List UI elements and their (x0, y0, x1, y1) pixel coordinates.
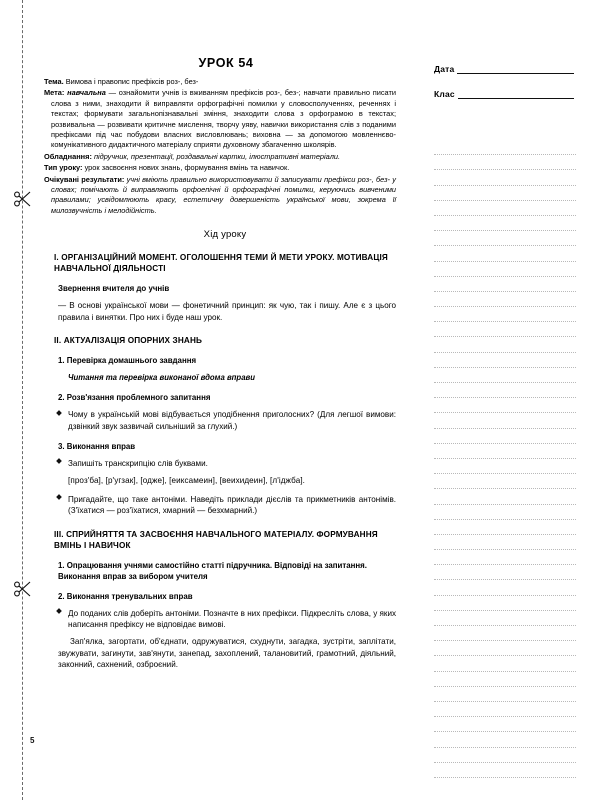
note-line[interactable] (434, 687, 576, 702)
aim-text: — ознайомити учнів із вживанням префіксів роз-, без-; навчати правильно писати слова з ними, знаходити й виправляти орфографічні помилки у словосполученнях, реченнях і текстах; формувати загальнопізнавальні зміння, знаходити слова з орфограмою в текстах; розвивальна — розвивати критичне мислення, творчу уяву, навички використання слів з поданими префіксами під час побудови власних висловлювань; виховна — за допомогою мовленнєво-комунікативного дидактичного матеріалу сприяти духовному збагаченню школярів. (51, 88, 396, 150)
note-line[interactable] (434, 550, 576, 565)
section-3-item-1-heading: 1. Опрацювання учнями самостійно статті підручника. Відповіді на запитання. Виконання вправ за вибором учителя (58, 560, 367, 581)
section-2-item-3-bullet-text: Запишіть транскрипцію слів буквами. (68, 458, 208, 468)
note-line[interactable] (434, 140, 576, 155)
equipment-label: Обладнання: (44, 151, 92, 161)
course-of-lesson-heading: Хід уроку (203, 229, 247, 241)
note-line[interactable] (434, 429, 576, 444)
note-line[interactable] (434, 748, 576, 763)
section-2-item-4-bullet-text: Пригадайте, що таке антоніми. Наведіть приклади дієслів та прикметників антонімів. (З'їхатися — роз'їхатися, хмарний — безхмарний.) (68, 494, 396, 516)
note-line[interactable] (434, 520, 576, 535)
section-2-item-1-heading: 1. Перевірка домашнього завдання (58, 356, 197, 366)
diamond-bullet-icon (56, 459, 62, 465)
note-line[interactable] (434, 611, 576, 626)
note-line[interactable] (434, 565, 576, 580)
note-line[interactable] (434, 505, 576, 520)
expected-results-line (44, 175, 396, 217)
expected-results-label: Очікувані результати: (44, 174, 125, 184)
word-list: Зап'ялка, загортати, об'єднати, одружуватися, схуднути, загадка, зустріти, заплітати, звужувати, загинути, зав'янути, занепад, захоплений, талановитий, грамотний, діяльний, законний, сахнений, озброєний. (58, 637, 396, 670)
note-line[interactable] (434, 702, 576, 717)
section-1-paragraph: — В основі української мови — фонетичний принцип: як чую, так і пишу. Але є з цього правила і винятки. Про них і буде наш урок. (58, 301, 396, 322)
note-line[interactable] (434, 292, 576, 307)
note-line[interactable] (434, 246, 576, 261)
note-line[interactable] (434, 474, 576, 489)
section-3-item-2-bullet (68, 608, 396, 631)
section-2-item-3-heading: 3. Виконання вправ (58, 441, 136, 451)
note-line[interactable] (434, 337, 576, 352)
cut-line (22, 0, 23, 800)
note-line[interactable] (434, 186, 576, 201)
note-line[interactable] (434, 322, 576, 337)
section-heading-1: I. ОРГАНІЗАЦІЙНИЙ МОМЕНТ. ОГОЛОШЕННЯ ТЕМИ Й МЕТИ УРОКУ. МОТИВАЦІЯ НАВЧАЛЬНОЇ ДІЯЛЬНОСТІ (54, 253, 388, 274)
note-line[interactable] (434, 717, 576, 732)
section-3-item-2-bullet-text: До поданих слів доберіть антоніми. Позначте в них префікси. Підкресліть слова, у яких написання префіксу не відповідає вимові. (68, 608, 397, 629)
date-field-row[interactable] (434, 64, 574, 74)
note-line[interactable] (434, 732, 576, 747)
section-heading-3: III. СПРИЙНЯТТЯ ТА ЗАСВОЄННЯ НАВЧАЛЬНОГО МАТЕРІАЛУ. ФОРМУВАННЯ ВМІНЬ І НАВИЧОК (54, 529, 378, 550)
note-line[interactable] (434, 368, 576, 383)
note-line[interactable] (434, 353, 576, 368)
note-line[interactable] (434, 383, 576, 398)
date-write-line[interactable] (457, 64, 574, 74)
note-line[interactable] (434, 216, 576, 231)
scissors-icon (12, 578, 34, 600)
note-line[interactable] (434, 535, 576, 550)
section-2-item-2-bullet (68, 409, 396, 432)
section-3-item-2-heading: 2. Виконання тренувальних вправ (58, 591, 193, 601)
note-line[interactable] (434, 413, 576, 428)
lesson-type-line (44, 163, 396, 173)
note-line[interactable] (434, 596, 576, 611)
equipment-line (44, 152, 396, 162)
note-line[interactable] (434, 155, 576, 170)
lesson-meta (434, 64, 574, 114)
diamond-bullet-icon (56, 608, 62, 614)
section-heading-2: II. АКТУАЛІЗАЦІЯ ОПОРНИХ ЗНАНЬ (54, 336, 203, 346)
note-line[interactable] (434, 459, 576, 474)
theme-line (44, 77, 396, 87)
scissors-icon (12, 188, 34, 210)
aim-line (44, 88, 396, 150)
note-line[interactable] (434, 489, 576, 504)
lesson-type-label: Тип уроку: (44, 163, 83, 173)
section-2-item-1-note: Читання та перевірка виконаної вдома вправи (68, 373, 255, 383)
class-write-line[interactable] (458, 89, 574, 99)
section-2-item-2-heading: 2. Розв'язання проблемного запитання (58, 393, 211, 403)
equipment-text: підручник, презентації, роздавальні картки, ілюстративні матеріали. (91, 151, 341, 161)
class-field-row[interactable] (434, 89, 574, 99)
transcription-line: [проз'ба], [р'угзак], [одже], [еиксамеин], [веихидеин], [л'іджба]. (68, 476, 306, 486)
note-line[interactable] (434, 398, 576, 413)
class-label: Клас (434, 89, 455, 99)
theme-text: Вимова і правопис префіксів роз-, без- (63, 77, 199, 86)
note-line[interactable] (434, 641, 576, 656)
section-2-item-2-bullet-text: Чому в українській мові відбувається уподібнення приголосних? (Для легшої вимови: дзвінкий звук зазвичай сильніший за глухий.) (68, 410, 396, 431)
lesson-info-block (44, 77, 396, 216)
note-line[interactable] (434, 656, 576, 671)
note-line[interactable] (434, 307, 576, 322)
aim-label: Мета: (44, 88, 65, 98)
section-2-item-3-bullet (68, 458, 396, 469)
note-line[interactable] (434, 262, 576, 277)
note-line[interactable] (434, 231, 576, 246)
note-line[interactable] (434, 763, 576, 778)
aim-italic: навчальна (64, 88, 106, 98)
note-line[interactable] (434, 626, 576, 641)
note-line[interactable] (434, 672, 576, 687)
expected-results-text: учні вміють правильно використовувати й записувати префікси роз-, без- у словах; помічають й виправляють орфоепічні й орфографічні помилки, керуючись вивченими правилами; усвідомлюють красу, естетичну довершеність української мови, зокрема її милозвучність і мелодійність. (51, 174, 396, 215)
note-lines[interactable] (434, 140, 576, 778)
page-number: 5 (30, 736, 35, 745)
page-title: УРОК 54 (198, 56, 254, 70)
note-line[interactable] (434, 444, 576, 459)
lesson-type-text: урок засвоєння нових знань, формування вмінь та навичок. (82, 163, 290, 173)
section-1-sub-heading: Звернення вчителя до учнів (58, 284, 170, 294)
note-line[interactable] (434, 170, 576, 185)
note-line[interactable] (434, 201, 576, 216)
diamond-bullet-icon (56, 410, 62, 416)
note-line[interactable] (434, 580, 576, 595)
section-2-item-4-bullet (68, 494, 396, 517)
lesson-body (44, 56, 396, 675)
note-line[interactable] (434, 277, 576, 292)
date-label: Дата (434, 64, 455, 74)
diamond-bullet-icon (56, 494, 62, 500)
theme-label: Тема. (44, 77, 64, 86)
